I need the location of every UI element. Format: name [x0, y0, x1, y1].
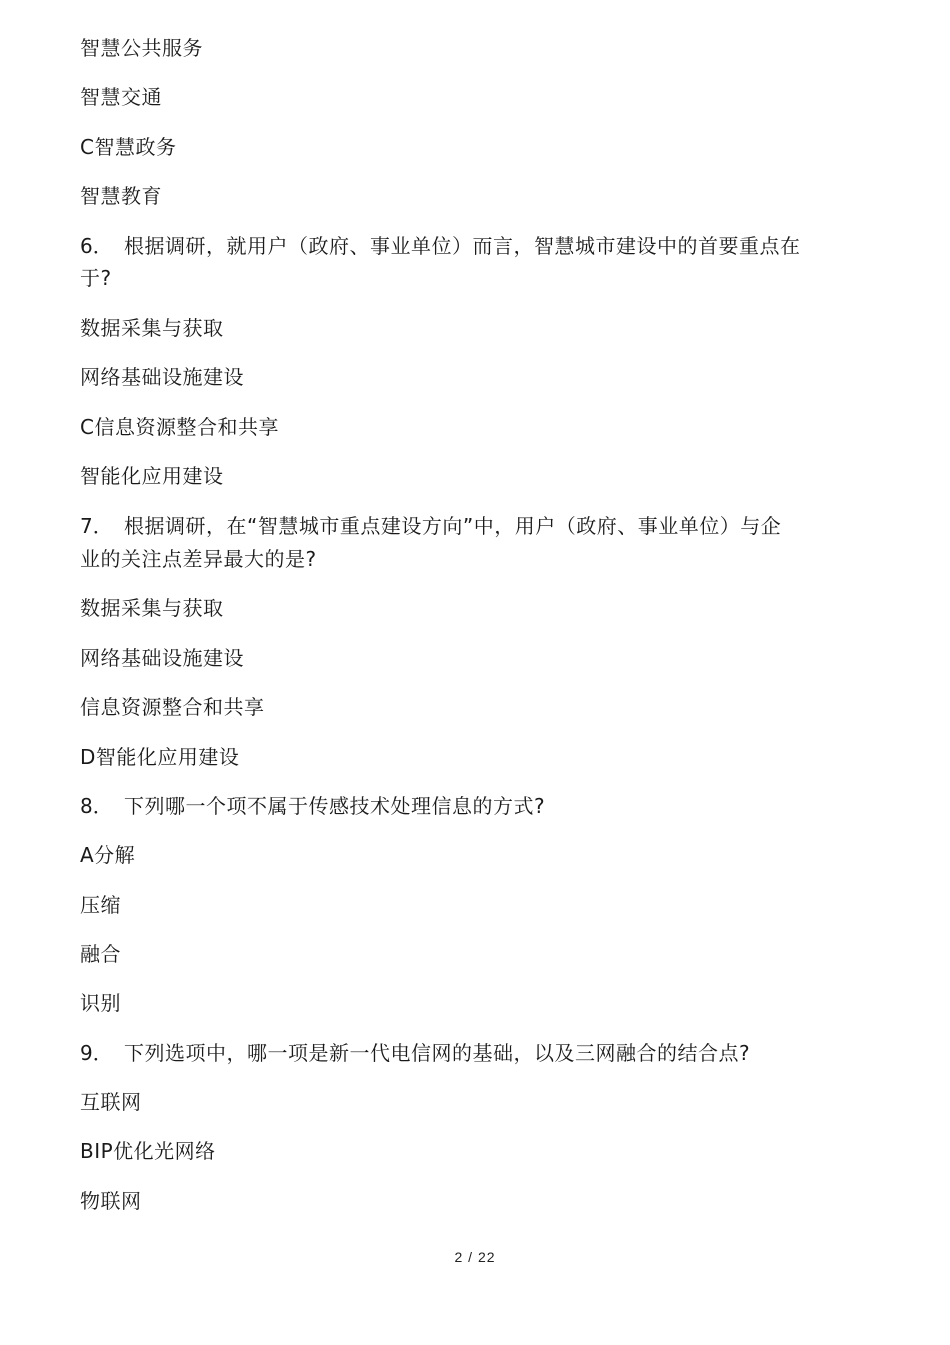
option-text: 智慧公共服务 — [80, 36, 203, 60]
question-6 — [80, 230, 801, 262]
option-text: 智慧教育 — [80, 184, 162, 208]
question-6-continuation: 于? — [80, 266, 112, 290]
option-text: 物联网 — [80, 1189, 142, 1213]
question-number: 8． — [80, 794, 113, 818]
option-text: 智能化应用建设 — [80, 464, 224, 488]
option-text: C信息资源整合和共享 — [80, 415, 279, 439]
option-text: 网络基础设施建设 — [80, 365, 244, 389]
option-text: 智慧交通 — [80, 85, 162, 109]
option-text: C智慧政务 — [80, 135, 177, 159]
option-text: 压缩 — [80, 893, 121, 917]
question-text: 根据调研，就用户（政府、事业单位）而言，智慧城市建设中的首要重点在 — [124, 234, 801, 258]
option-text: 数据采集与获取 — [80, 316, 224, 340]
question-7-continuation: 业的关注点差异最大的是? — [80, 547, 317, 571]
option-text: 识别 — [80, 991, 121, 1015]
option-text: A分解 — [80, 843, 136, 867]
question-number: 9． — [80, 1041, 113, 1065]
option-text: BIP优化光网络 — [80, 1139, 216, 1163]
page-number: 2 / 22 — [454, 1249, 496, 1265]
question-8 — [80, 790, 545, 822]
question-text: 下列选项中，哪一项是新一代电信网的基础，以及三网融合的结合点? — [124, 1041, 751, 1065]
option-text: 网络基础设施建设 — [80, 646, 244, 670]
option-text: D智能化应用建设 — [80, 745, 240, 769]
question-number: 6． — [80, 234, 113, 258]
question-9 — [80, 1037, 750, 1069]
question-text: 根据调研，在“智慧城市重点建设方向”中，用户（政府、事业单位）与企 — [124, 514, 782, 538]
option-text: 数据采集与获取 — [80, 596, 224, 620]
option-text: 融合 — [80, 942, 121, 966]
question-number: 7． — [80, 514, 113, 538]
question-text: 下列哪一个项不属于传感技术处理信息的方式? — [124, 794, 546, 818]
option-text: 互联网 — [80, 1090, 142, 1114]
question-7 — [80, 510, 781, 542]
option-text: 信息资源整合和共享 — [80, 695, 265, 719]
